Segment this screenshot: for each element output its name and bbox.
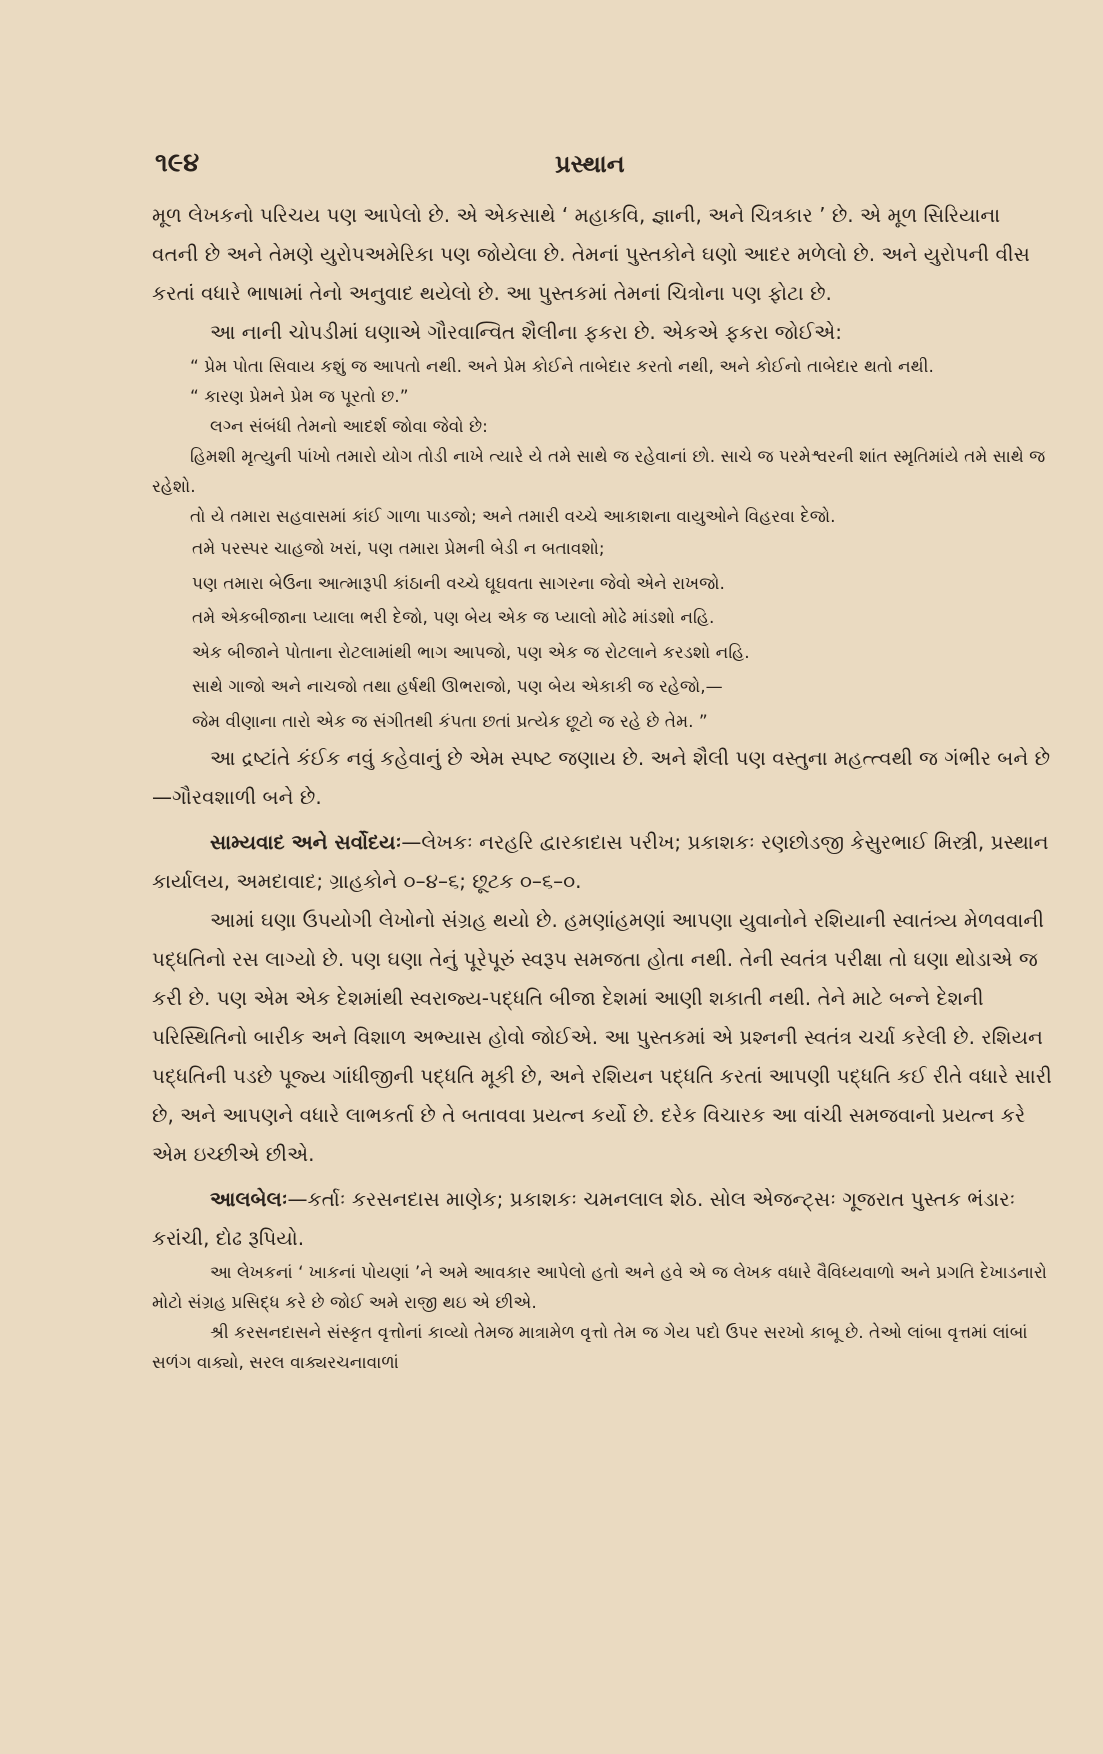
paragraph-closing: આ દ્રષ્ટાંતે કંઈક નવું કહેવાનું છે એમ સ્પષ્ટ જણાય છે. અને શૈલી પણ વસ્તુના મહત્ત્વથી જ ગંભીર બને છે—ગૌરવશાળી બને છે. [152, 746, 1051, 809]
book-title: આલબેલઃ [210, 1187, 288, 1211]
verse-line: પણ તમારા બેઉના આત્મારૂપી કાંઠાની વચ્ચે ઘૂઘવતા સાગરના જેવો એને રાખજો. [192, 573, 725, 594]
review-samyavad-body: આમાં ઘણા ઉપયોગી લેખોનો સંગ્રહ થયો છે. હમણાંહમણાં આપણા યુવાનોને રશિયાની સ્વાતંત્ર્ય મેળવવાની પદ્ધતિનો રસ લાગ્યો છે. પણ ઘણા તેનું પૂરેપૂરું સ્વરૂપ સમજતા હોતા નથી. તેની સ્વતંત્ર પરીક્ષા તો ઘણા થોડાએ જ કરી છે. પણ એમ એક દેશમાંથી સ્વરાજ્ય-પદ્ધતિ બીજા દેશમાં આણી શકાતી નથી. તેને માટે બન્ને દેશની પરિસ્થિતિનો બારીક અને વિશાળ અભ્યાસ હોવો જોઈએ. આ પુસ્તકમાં એ પ્રશ્નની સ્વતંત્ર ચર્ચા કરેલી છે. રશિયન પદ્ધતિની પડછે પૂજ્ય ગાંધીજીની પદ્ધતિ મૂકી છે, અને રશિયન પદ્ધતિ કરતાં આપણી પદ્ધતિ કઈ રીતે વધારે સારી છે, અને આપણને વધારે લાભકર્તા છે તે બતાવવા પ્રયત્ન કર્યો છે. દરેક વિચારક આ વાંચી સમજવાનો પ્રયત્ન કરે એમ ઇચ્છીએ છીએ. [152, 908, 1052, 1166]
running-title: પ્રસ્થાન [555, 150, 625, 178]
review-albel-paragraph-2: શ્રી કરસનદાસને સંસ્કૃત વૃત્તોનાં કાવ્યો તેમજ માત્રામેળ વૃત્તો તેમ જ ગેય પદો ઉપર સરખો કાબૂ છે. તેઓ લાંબા વૃત્તમાં લાંબાં સળંગ વાક્યો, સરલ વાક્યરચનાવાળાં [152, 1323, 1028, 1373]
review-albel-paragraph-1: આ લેખકનાં ‘ ખાકનાં પોયણાં ’ને અમે આવકાર આપેલો હતો અને હવે એ જ લેખક વધારે વૈવિધ્યવાળો અને પ્રગતિ દેખાડનારો મોટો સંગ્રહ પ્રસિદ્ધ કરે છે જોઈ અમે રાજી થઇ એ છીએ. [152, 1263, 1047, 1313]
page-header [155, 148, 975, 188]
verse-line: તમે પરસ્પર ચાહજો ખરાં, પણ તમારા પ્રેમની બેડી ન બતાવશો; [192, 539, 605, 559]
quote-love-1: “ પ્રેમ પોતા સિવાય કશું જ આપતો નથી. અને પ્રેમ કોઈને તાબેદાર કરતો નથી, અને કોઈનો તાબેદાર થતો નથી. [190, 357, 934, 377]
book-details: —લેખકઃ નરહરિ દ્વારકાદાસ પરીખ; પ્રકાશકઃ રણછોડજી કેસુરભાઈ મિસ્ત્રી, પ્રસ્થાન કાર્યાલય, અમદાવાદ; ગ્રાહકોને ૦–૪–૬; છૂટક ૦–૬–૦. [152, 830, 1049, 893]
review-samyavad-heading [152, 823, 1052, 901]
quote-love-2: “ કારણ પ્રેમને પ્રેમ જ પૂરતો છ.” [190, 387, 409, 407]
page-number: ૧૯૪ [155, 148, 200, 178]
review-albel-heading [152, 1180, 1052, 1258]
book-details: —કર્તાઃ કરસનદાસ માણેક; પ્રકાશકઃ ચમનલાલ શેઠ. સોલ એજન્ટ્સઃ ગૂજરાત પુસ્તક ભંડારઃ કરાંચી, દોઢ રૂપિયો. [152, 1187, 1016, 1250]
paragraph-style-intro: આ નાની ચોપડીમાં ઘણાએ ગૌરવાન્વિત શૈલીના ફકરા છે. એકએ ફકરા જોઈએ: [210, 320, 843, 344]
verse-line: સાથે ગાજો અને નાચજો તથા હર્ષથી ઊભરાજો, પણ બેય એકાકી જ રહેજો,— [192, 677, 723, 697]
book-title: સામ્યવાદ અને સર્વોદયઃ [210, 830, 402, 854]
marriage-paragraph-2: તો યે તમારા સહવાસમાં કાંઈ ગાળા પાડજો; અને તમારી વચ્ચે આકાશના વાયુઓને વિહરવા દેજો. [190, 507, 836, 527]
verse-line: જેમ વીણાના તારો એક જ સંગીતથી કંપતા છતાં પ્રત્યેક છૂટો જ રહે છે તેમ. ” [192, 711, 708, 732]
marriage-paragraph-1: હિમશી મૃત્યુની પાંખો તમારો યોગ તોડી નાખે ત્યારે યે તમે સાથે જ રહેવાનાં છો. સાચે જ પરમેશ્વરની શાંત સ્મૃતિમાંયે તમે સાથે જ રહેશો. [152, 447, 1046, 497]
marriage-intro: લગ્ન સંબંધી તેમનો આદર્શ જોવા જેવો છે: [210, 417, 488, 437]
verse-block [152, 532, 1052, 739]
verse-line: એક બીજાને પોતાના રોટલામાંથી ભાગ આપજો, પણ એક જ રોટલાને કરડશો નહિ. [192, 642, 750, 663]
page-body [152, 196, 1052, 1378]
verse-line: તમે એકબીજાના પ્યાલા ભરી દેજો, પણ બેય એક જ પ્યાલો મોઢે માંડશો નહિ. [192, 608, 715, 628]
paragraph-author-intro: મૂળ લેખકનો પરિચય પણ આપેલો છે. એ એકસાથે ‘ મહાકવિ, જ્ઞાની, અને ચિત્રકાર ’ છે. એ મૂળ સિરિયાના વતની છે અને તેમણે યુરોપઅમેરિકા પણ જોયેલા છે. તેમનાં પુસ્તકોને ઘણો આદર મળેલો છે. અને યુરોપની વીસ કરતાં વધારે ભાષામાં તેનો અનુવાદ થયેલો છે. આ પુસ્તકમાં તેમનાં ચિત્રોના પણ ફોટા છે. [152, 203, 1030, 305]
